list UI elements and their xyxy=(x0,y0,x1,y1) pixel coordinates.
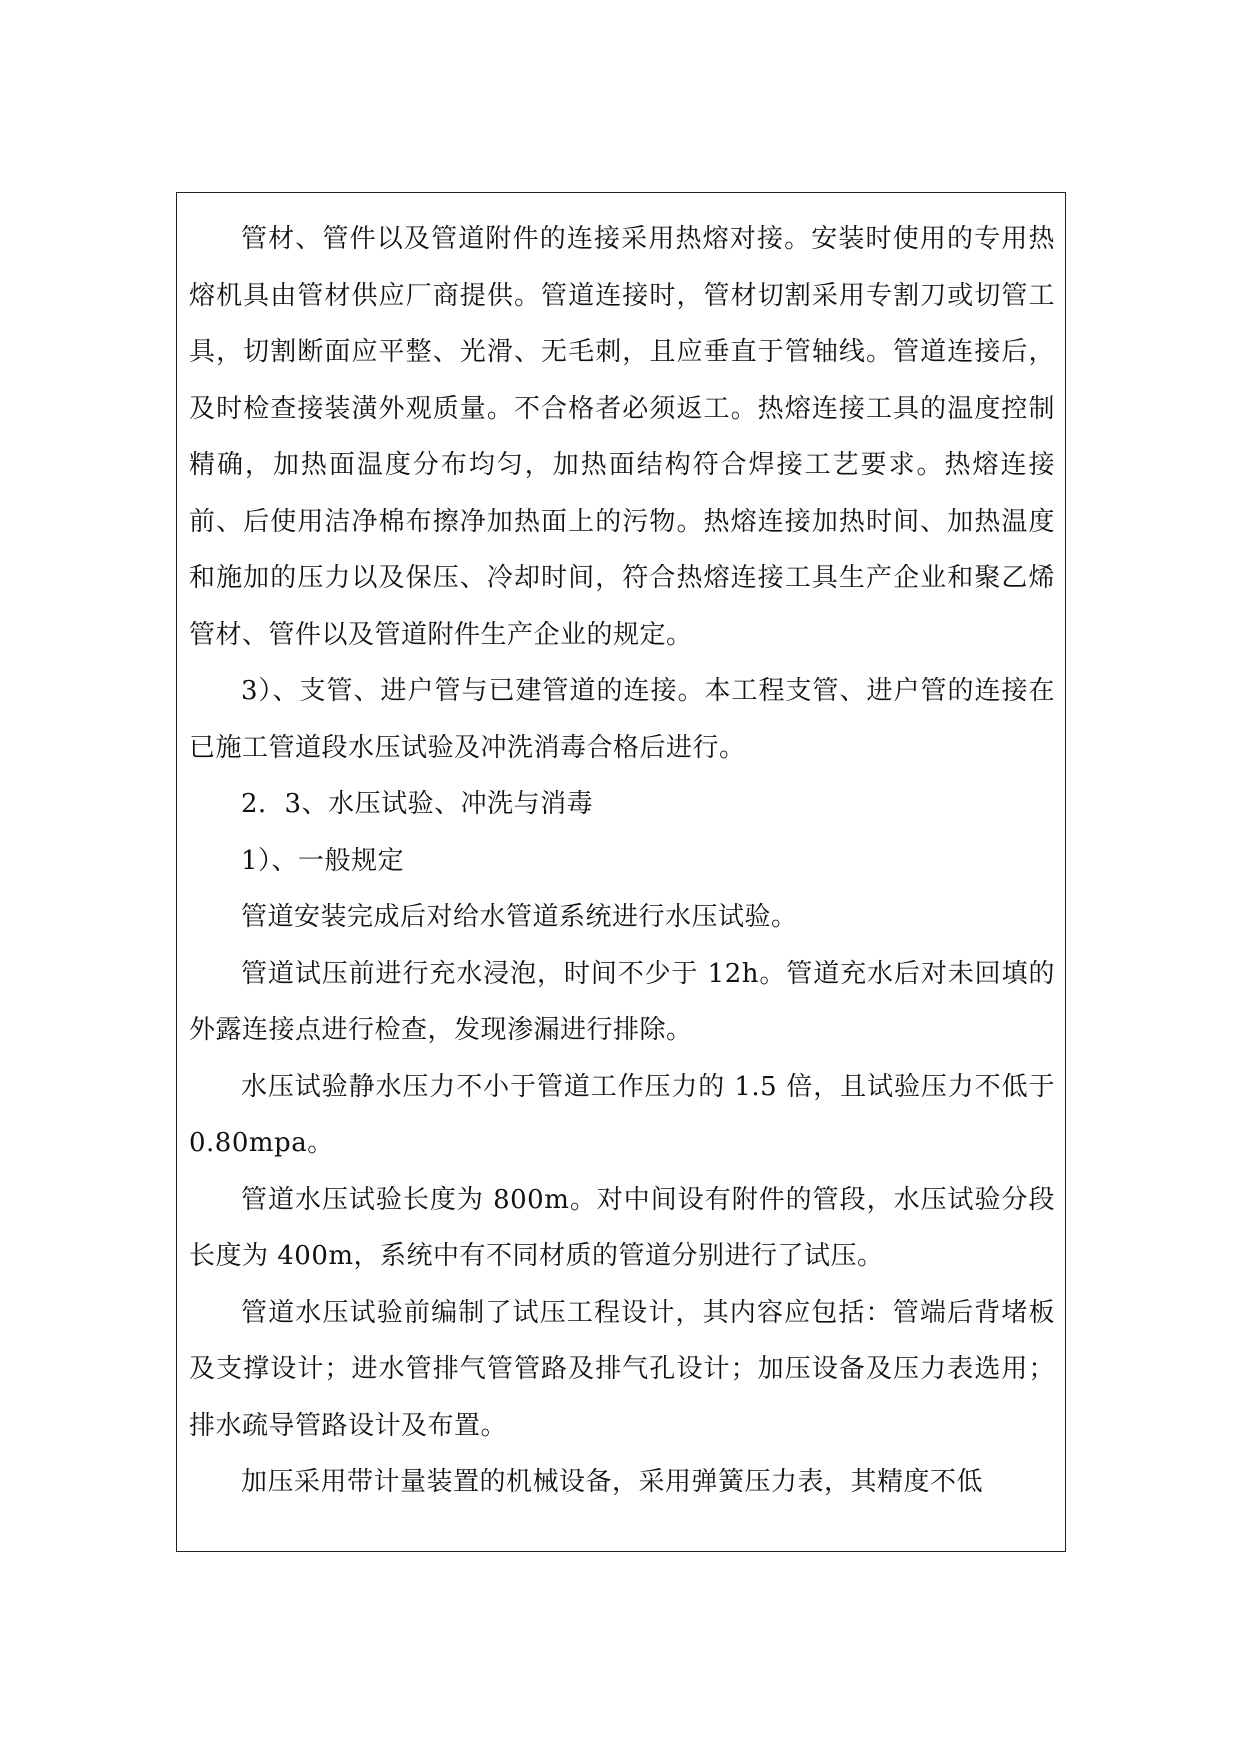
paragraph-soaking: 管道试压前进行充水浸泡，时间不少于 12h。管道充水后对未回填的外露连接点进行检查，发现渗漏进行排除。 xyxy=(189,958,1055,1045)
document-frame xyxy=(176,192,1066,1552)
paragraph-test-length: 管道水压试验长度为 800m。对中间设有附件的管段，水压试验分段长度为 400m，系统中有不同材质的管道分别进行了试压。 xyxy=(189,1184,1055,1271)
paragraph-branch-connection: 3）、支管、进户管与已建管道的连接。本工程支管、进户管的连接在已施工管道段水压试验及冲洗消毒合格后进行。 xyxy=(189,676,1055,763)
subsection-heading-general: 1）、一般规定 xyxy=(241,845,405,876)
paragraph-pressurizing-equipment: 加压采用带计量装置的机械设备，采用弹簧压力表，其精度不低 xyxy=(241,1467,984,1497)
paragraph-test-pressure: 水压试验静水压力不小于管道工作压力的 1.5 倍，且试验压力不低于 0.80mpa。 xyxy=(189,1071,1064,1158)
section-heading-pressure-test: 2．3、水压试验、冲洗与消毒 xyxy=(241,789,594,819)
paragraph-pipe-connection: 管材、管件以及管道附件的连接采用热熔对接。安装时使用的专用热熔机具由管材供应厂商提供。管道连接时，管材切割采用专割刀或切管工具，切割断面应平整、光滑、无毛刺，且应垂直于管轴线。管道连接后，及时检查接装潢外观质量。不合格者必须返工。热熔连接工具的温度控制精确，加热面温度分布均匀，加热面结构符合焊接工艺要求。热熔连接前、后使用洁净棉布擦净加热面上的污物。热熔连接加热时间、加热温度和施加的压力以及保压、冷却时间，符合热熔连接工具生产企业和聚乙烯管材、管件以及管道附件生产企业的规定。 xyxy=(189,224,1055,650)
paragraph-test-design: 管道水压试验前编制了试压工程设计，其内容应包括：管端后背堵板及支撑设计；进水管排气管管路及排气孔设计；加压设备及压力表选用；排水疏导管路设计及布置。 xyxy=(189,1297,1055,1441)
paragraph-test-after-install: 管道安装完成后对给水管道系统进行水压试验。 xyxy=(241,902,798,932)
document-body xyxy=(189,211,1064,1511)
